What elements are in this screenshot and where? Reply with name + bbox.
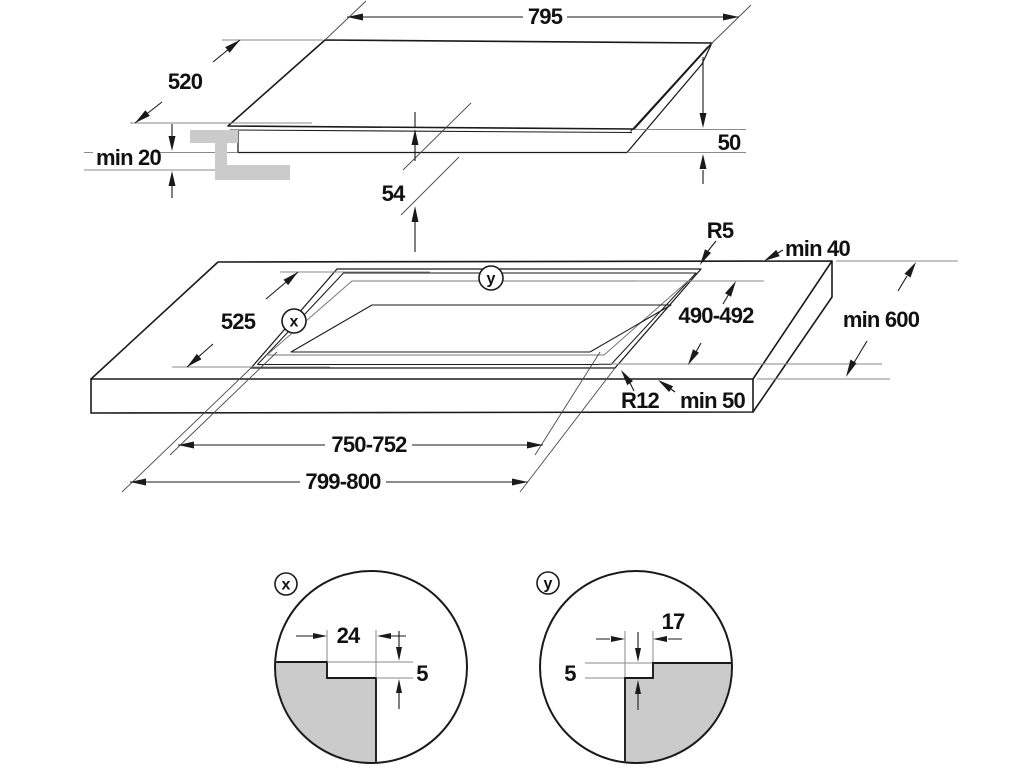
- dim-525-label: 525: [220, 309, 256, 334]
- dim-50-label: 50: [717, 130, 741, 155]
- dim-490-492-label: 490-492: [678, 303, 754, 328]
- dim-50: [627, 57, 746, 184]
- detail-y-depth-label: 5: [564, 661, 576, 686]
- detail-x-width-label: 24: [336, 623, 360, 648]
- dim-min20: [84, 124, 290, 198]
- dim-520: [130, 40, 323, 123]
- detail-marker-x: [282, 309, 306, 333]
- dim-750-752-label: 750-752: [331, 432, 407, 457]
- dim-min40-label: min 40: [785, 236, 850, 261]
- dim-799-800: [122, 368, 615, 494]
- detail-y-view: [537, 571, 758, 768]
- detail-marker-x-label: x: [289, 313, 299, 331]
- detail-x-depth-label: 5: [416, 661, 428, 686]
- dim-min50: [658, 380, 745, 413]
- detail-x-badge-label: x: [281, 576, 291, 594]
- dim-54-label: 54: [381, 181, 405, 206]
- dim-799-800-label: 799-800: [305, 469, 381, 494]
- dim-min50-label: min 50: [680, 388, 745, 413]
- dim-min40: [764, 236, 958, 261]
- hob-glass-surface: [228, 40, 712, 129]
- dim-795-label: 795: [527, 4, 563, 29]
- dim-min600: [757, 262, 920, 379]
- worktop-cutout-view: [91, 218, 958, 494]
- detail-marker-y: [479, 266, 503, 290]
- hob-glass-right-edge: [631, 47, 709, 132]
- mounting-bracket: [190, 130, 290, 180]
- detail-y-badge-label: y: [543, 575, 553, 593]
- hob-glass-front-edge: [230, 130, 632, 133]
- hob-body-right-edge: [627, 45, 711, 153]
- detail-y-width-label: 17: [661, 609, 685, 634]
- dim-min600-label: min 600: [842, 307, 920, 332]
- dim-54: [382, 103, 471, 252]
- dim-r12: [621, 370, 660, 413]
- dim-520-label: 520: [167, 69, 203, 94]
- dim-min20-label: min 20: [96, 145, 161, 170]
- worktop-cutout-opening: [251, 269, 701, 368]
- dim-r5-label: R5: [706, 218, 734, 243]
- worktop-right-face: [753, 261, 832, 412]
- detail-marker-y-label: y: [486, 270, 496, 288]
- detail-x-view: [250, 571, 467, 768]
- dim-r5: [700, 218, 734, 265]
- dim-r12-label: R12: [621, 388, 659, 413]
- hob-isometric-view: [84, 1, 751, 252]
- dim-795: [325, 1, 751, 44]
